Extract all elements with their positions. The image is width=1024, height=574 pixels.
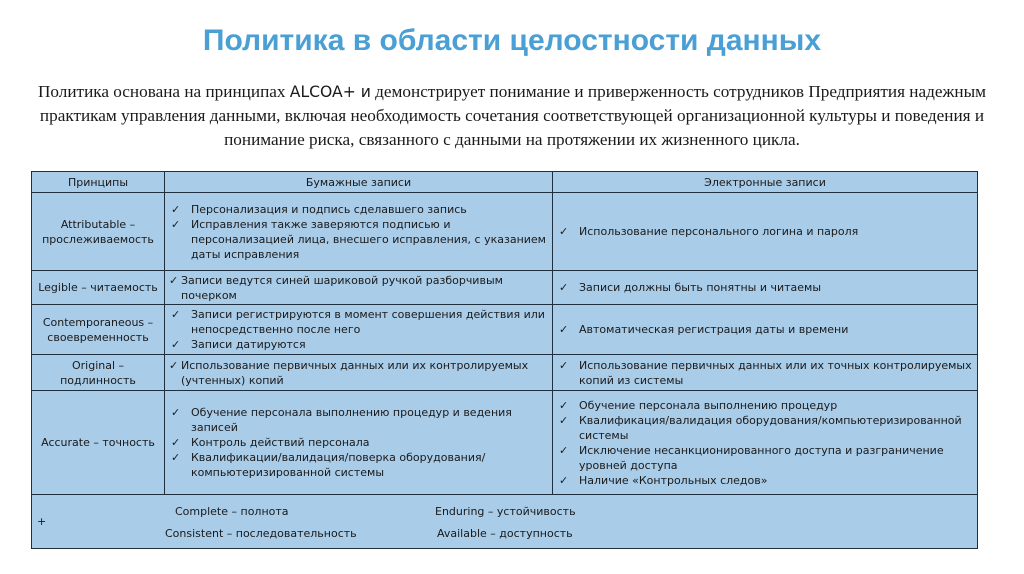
principle-accurate: Accurate – точность — [32, 391, 165, 495]
check-icon: ✓ — [171, 451, 181, 464]
intro-text-start: Политика основана на принципах — [38, 82, 290, 101]
intro-text-end: демонстрирует понимание и приверженность сотрудников Предприятия надежным практикам управления данными, включая необходимость сочетания соответствующей организационной культуры и поведения и понимание риска, связанного с данными на протяжении их жизненного цикла. — [39, 82, 986, 149]
check-icon: ✓ — [169, 273, 179, 287]
list-item: ✓ Контроль действий персонала — [171, 436, 370, 449]
available-label: Available – доступность — [437, 526, 573, 540]
list-item: ✓ Использование первичных данных или их точных контролируемых копий из системы — [559, 358, 972, 387]
intro-paragraph — [20, 80, 1004, 152]
check-icon: ✓ — [559, 473, 569, 487]
header-paper-records: Бумажные записи — [165, 172, 553, 193]
check-icon: ✓ — [171, 436, 181, 449]
electronic-cell — [553, 355, 978, 391]
electronic-cell — [553, 391, 978, 495]
list-item: ✓ Квалификация/валидация оборудования/компьютеризированной системы — [559, 413, 962, 442]
table-row — [32, 193, 978, 271]
principle-original: Original –подлинность — [32, 355, 165, 391]
check-icon: ✓ — [559, 225, 569, 238]
list-item: ✓ Исправления также заверяются подписью и персонализацией лица, внесшего исправления, с указанием даты исправления — [171, 217, 546, 261]
check-icon: ✓ — [559, 323, 569, 336]
principle-legible: Legible – читаемость — [32, 271, 165, 305]
intro-alcoa: ALCOA+ и — [289, 83, 371, 101]
list-item: ✓ Записи должны быть понятны и читаемы — [559, 281, 822, 294]
list-item: ✓ Использование персонального логина и пароля — [559, 225, 859, 238]
paper-cell — [165, 391, 553, 495]
paper-cell — [165, 193, 553, 271]
check-icon: ✓ — [171, 202, 181, 216]
table-row — [32, 391, 978, 495]
electronic-cell — [553, 193, 978, 271]
check-icon: ✓ — [171, 406, 181, 419]
list-item: ✓ Обучение персонала выполнению процедур — [559, 398, 838, 412]
table-row — [32, 271, 978, 305]
check-icon: ✓ — [171, 338, 181, 351]
page-title: Политика в области целостности данных — [202, 24, 822, 57]
paper-cell — [165, 305, 553, 355]
table-row-plus — [32, 495, 978, 549]
plus-label: + — [37, 514, 47, 528]
principle-attributable: Attributable – прослеживаемость — [32, 193, 165, 271]
check-icon: ✓ — [559, 413, 569, 427]
plus-cell — [32, 495, 978, 549]
table-row — [32, 305, 978, 355]
list-item: ✓ Использование первичных данных или их контролируемых (учтенных) копий — [169, 358, 529, 387]
table-row — [32, 355, 978, 391]
check-icon: ✓ — [559, 398, 569, 412]
paper-cell — [165, 355, 553, 391]
electronic-cell — [553, 305, 978, 355]
enduring-label: Enduring – устойчивость — [435, 504, 576, 518]
plus-grid — [32, 500, 977, 544]
check-icon: ✓ — [171, 217, 181, 231]
list-item: ✓ Исключение несанкционированного доступа и разграничение уровней доступа — [559, 443, 944, 472]
check-icon: ✓ — [559, 358, 569, 372]
header-electronic-records: Электронные записи — [553, 172, 978, 193]
check-icon: ✓ — [171, 308, 181, 321]
principle-contemporaneous: Contemporaneous – своевременность — [32, 305, 165, 355]
list-item: ✓ Обучение персонала выполнению процедур и ведения записей — [171, 406, 512, 434]
complete-label: Complete – полнота — [175, 504, 289, 518]
header-principles: Принципы — [32, 172, 165, 193]
check-icon: ✓ — [169, 358, 179, 372]
paper-cell — [165, 271, 553, 305]
list-item: ✓ Записи датируются — [171, 338, 306, 351]
electronic-cell — [553, 271, 978, 305]
list-item: ✓ Персонализация и подпись сделавшего запись — [171, 202, 467, 216]
check-icon: ✓ — [559, 443, 569, 457]
list-item: ✓ Наличие «Контрольных следов» — [559, 473, 768, 487]
list-item: ✓ Записи регистрируются в момент совершения действия или непосредственно после него — [171, 308, 545, 336]
check-icon: ✓ — [559, 281, 569, 294]
principles-table — [31, 171, 978, 549]
list-item: ✓ Квалификации/валидация/поверка оборудования/компьютеризированной системы — [171, 451, 486, 479]
table-header-row — [32, 172, 978, 193]
list-item: ✓ Автоматическая регистрация даты и времени — [559, 323, 849, 336]
list-item: ✓ Записи ведутся синей шариковой ручкой разборчивым почерком — [169, 273, 503, 302]
consistent-label: Consistent – последовательность — [165, 526, 357, 540]
